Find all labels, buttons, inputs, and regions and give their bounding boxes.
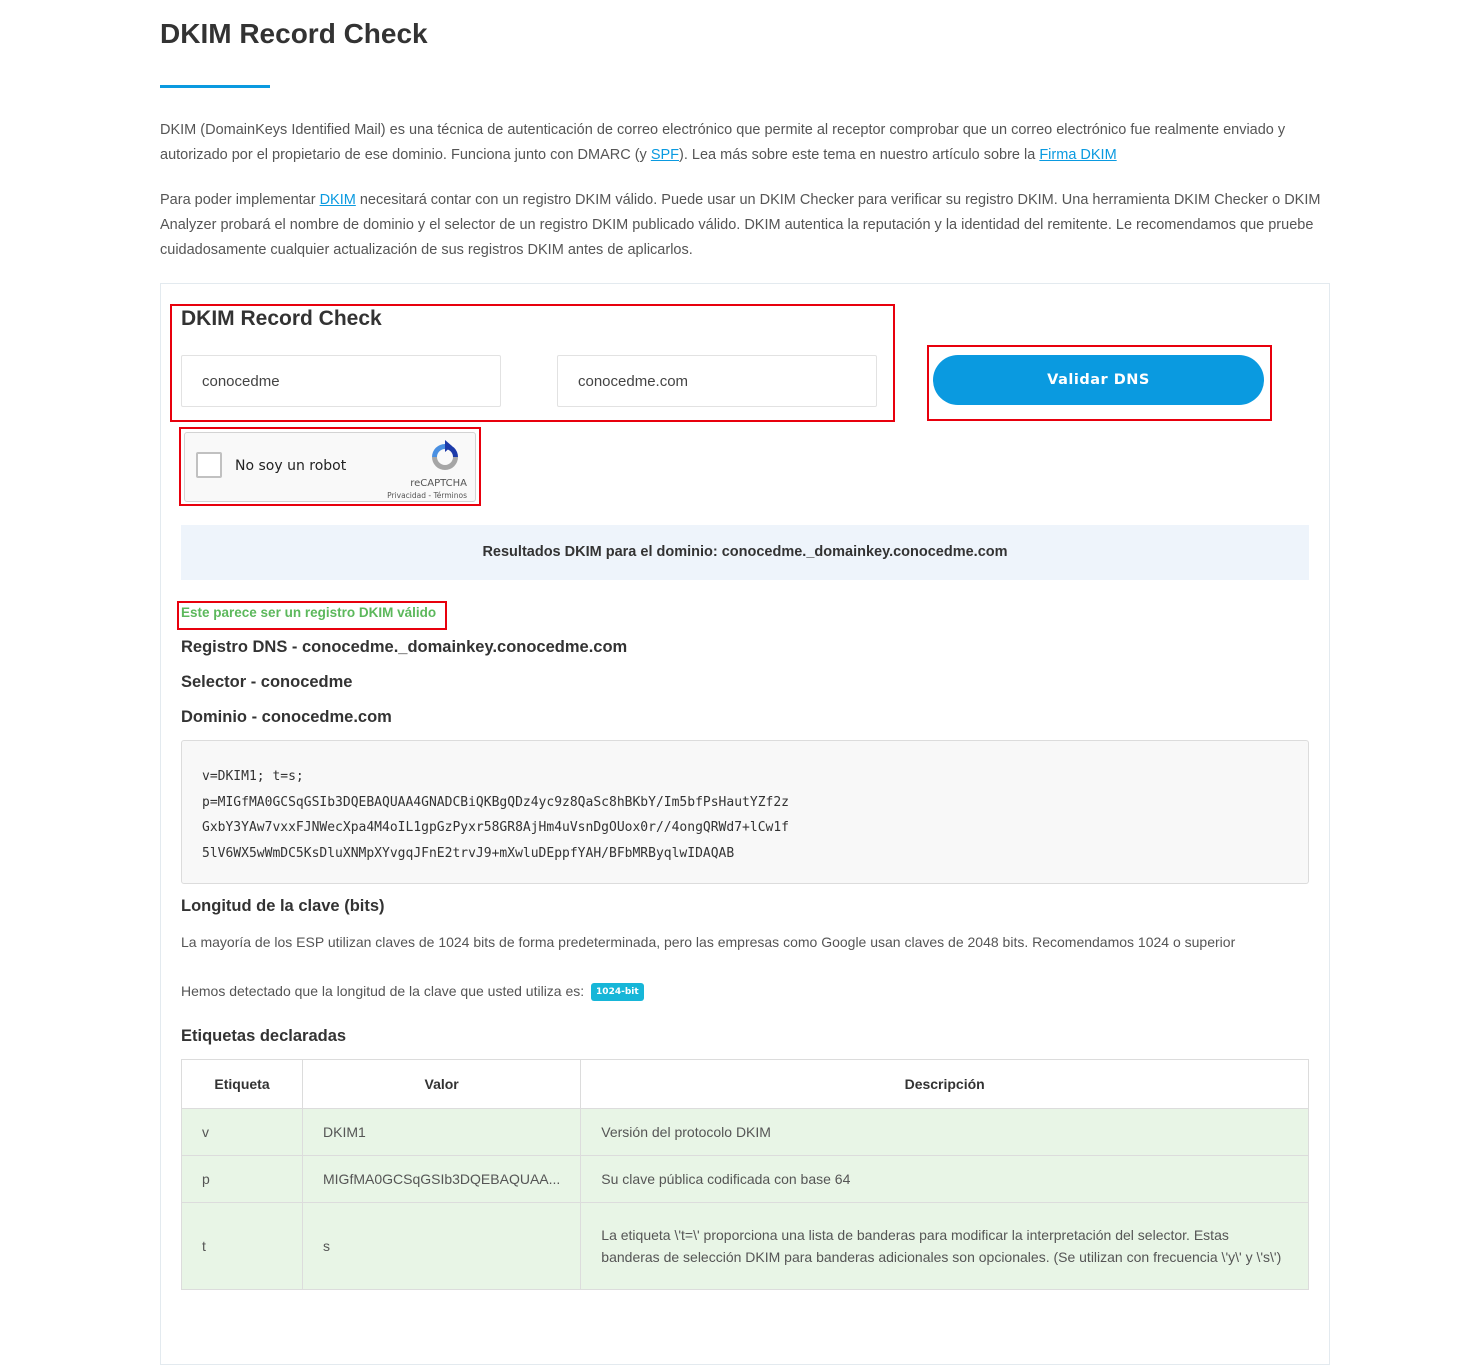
table-header-row [182, 1060, 1309, 1109]
dns-record-heading: Registro DNS - conocedme._domainkey.conocedme.com [181, 638, 628, 656]
value-cell: DKIM1 [303, 1109, 581, 1156]
table-row [182, 1156, 1309, 1203]
table-row [182, 1109, 1309, 1156]
firma-dkim-link[interactable]: Firma DKIM [1039, 147, 1117, 163]
intro-2-text-b: necesitará contar con un registro DKIM válido. Puede usar un DKIM Checker para verificar su registro DKIM. Una herramienta DKIM Checker o DKIM Analyzer probará el nombre de dominio y el selector de un registro DKIM publicado válido. DKIM autentica la reputación y la identidad del remitente. Le recomendamos que pruebe cuidadosamente cualquier actualización de sus registros DKIM antes de aplicarlos. [160, 192, 1321, 258]
key-length-text: La mayoría de los ESP utilizan claves de 1024 bits de forma predeterminada, pero las empresas como Google usan claves de 2048 bits. Recomendamos 1024 o superior [181, 934, 1236, 950]
intro-1-text-a: DKIM (DomainKeys Identified Mail) es una técnica de autenticación de correo electrónico que permite al receptor comprobar que un correo electrónico fue realmente enviado y autorizado por el propietario de ese dominio. Funciona junto con DMARC (y [160, 122, 1286, 163]
dkim-record-value [181, 740, 1309, 884]
intro-paragraph-1 [160, 118, 1330, 168]
valid-record-message: Este parece ser un registro DKIM válido [181, 605, 437, 620]
domain-input[interactable] [557, 355, 877, 407]
title-underline [160, 85, 270, 88]
tag-cell: v [182, 1109, 303, 1156]
recaptcha-brand: reCAPTCHA [410, 478, 467, 489]
record-line: 5lV6WX5wWmDC5KsDluXNMpXYvgqJFnE2trvJ9+mXwluDEppfYAH/BFbMRByqlwIDAQAB [202, 845, 735, 861]
page-title: DKIM Record Check [160, 18, 428, 49]
declared-tags-heading: Etiquetas declaradas [181, 1027, 347, 1045]
validate-dns-button[interactable]: Validar DNS [933, 355, 1264, 405]
recaptcha-label: No soy un robot [235, 458, 347, 474]
value-cell: MIGfMA0GCSqGSIb3DQEBAQUAA... [303, 1156, 581, 1203]
recaptcha-privacy-terms[interactable]: Privacidad - Términos [387, 491, 467, 500]
value-cell: s [303, 1203, 581, 1290]
domain-heading: Dominio - conocedme.com [181, 708, 392, 726]
detected-text: Hemos detectado que la longitud de la clave que usted utiliza es: [181, 983, 585, 999]
key-length-heading: Longitud de la clave (bits) [181, 897, 385, 915]
column-header-value: Valor [303, 1060, 581, 1109]
table-row [182, 1203, 1309, 1290]
results-banner: Resultados DKIM para el dominio: conocedme._domainkey.conocedme.com [181, 525, 1309, 580]
description-cell: La etiqueta \'t=\' proporciona una lista de banderas para modificar la interpretación del selector. Estas banderas de selección DKIM para banderas adicionales son opcionales. (Se utilizan con frecuencia \'y\' y \'s\') [581, 1203, 1309, 1290]
declared-tags-table [181, 1059, 1309, 1290]
record-line: GxbY3YAw7vxxFJNWecXpa4M4oIL1gpGzPyxr58GR8AjHm4uVsnDgOUox0r//4ongQRWd7+lCw1f [202, 820, 789, 835]
description-cell: Su clave pública codificada con base 64 [581, 1156, 1309, 1203]
recaptcha-logo-icon [428, 440, 462, 474]
description-cell: Versión del protocolo DKIM [581, 1109, 1309, 1156]
intro-2-text-a: Para poder implementar [160, 192, 320, 208]
intro-1-text-b: ). Lea más sobre este tema en nuestro artículo sobre la [679, 147, 1040, 163]
recaptcha-widget [184, 432, 476, 502]
dkim-link[interactable]: DKIM [319, 192, 356, 208]
intro-paragraph-2 [160, 188, 1330, 263]
record-line: v=DKIM1; t=s; [202, 769, 304, 784]
spf-link[interactable]: SPF [650, 147, 680, 163]
tag-cell: t [182, 1203, 303, 1290]
tag-cell: p [182, 1156, 303, 1203]
recaptcha-checkbox[interactable] [196, 452, 222, 478]
selector-heading: Selector - conocedme [181, 673, 353, 691]
column-header-description: Descripción [581, 1060, 1309, 1109]
column-header-tag: Etiqueta [182, 1060, 303, 1109]
dkim-check-card [160, 283, 1330, 1365]
key-length-badge: 1024-bit [591, 983, 644, 1001]
checker-title: DKIM Record Check [181, 307, 382, 330]
selector-input[interactable] [181, 355, 501, 407]
detected-key-length [181, 983, 644, 1001]
record-line: p=MIGfMA0GCSqGSIb3DQEBAQUAA4GNADCBiQKBgQDz4yc9z8QaSc8hBKbY/Im5bfPsHautYZf2z [202, 794, 789, 810]
